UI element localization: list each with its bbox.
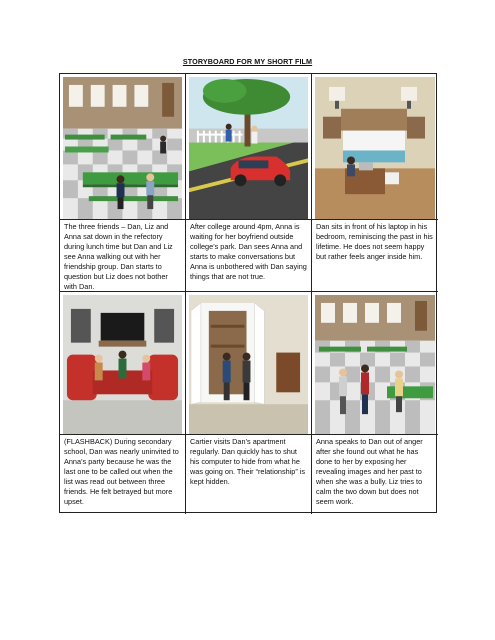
- panel-6-caption: [312, 435, 438, 514]
- panel-3-caption: [312, 220, 438, 292]
- storyboard-grid: [59, 73, 437, 513]
- panel-4-image: [60, 292, 186, 435]
- panel-1-image: [60, 74, 186, 220]
- panel-2-image: [186, 74, 312, 220]
- caption-text: Dan sits in front of his laptop in his bedroom, reminiscing the past in his lifetime. He does not seem happy but rather feels anger inside him.: [316, 222, 433, 261]
- caption-text: (FLASHBACK) During secondary school, Dan was nearly uninvited to Anna’s party because he was the last one to be called out when the list was read out between three friends. He felt betrayed but more upset.: [64, 437, 179, 506]
- panel-3-image: [312, 74, 438, 220]
- caption-text: After college around 4pm, Anna is waiting for her boyfriend outside college’s park. Dan sees Anna and starts to make conversations but Anna is unbothered with Dan saying things that are not true.: [190, 222, 307, 281]
- caption-text: The three friends – Dan, Liz and Anna sat down in the refectory during lunch time but Dan and Liz see Anna walking out with her friendship group. Dan starts to question but Liz does not bother with Dan.: [64, 222, 173, 291]
- panel-5-caption: [186, 435, 312, 514]
- caption-text: Cartier visits Dan’s apartment regularly. Dan quickly has to shut his computer to hide from what he was going on. Their “relationship” is kept hidden.: [190, 437, 306, 486]
- panel-1-caption: [60, 220, 186, 292]
- panel-2-caption: [186, 220, 312, 292]
- caption-text: Anna speaks to Dan out of anger after she found out what he has done to her by exposing her revealing images and her past to when she was a bully. Liz tries to calm the two down but does not seem work.: [316, 437, 423, 506]
- panel-6-image: [312, 292, 438, 435]
- page-title: STORYBOARD FOR MY SHORT FILM: [182, 57, 313, 66]
- panel-5-image: [186, 292, 312, 435]
- panel-4-caption: [60, 435, 186, 514]
